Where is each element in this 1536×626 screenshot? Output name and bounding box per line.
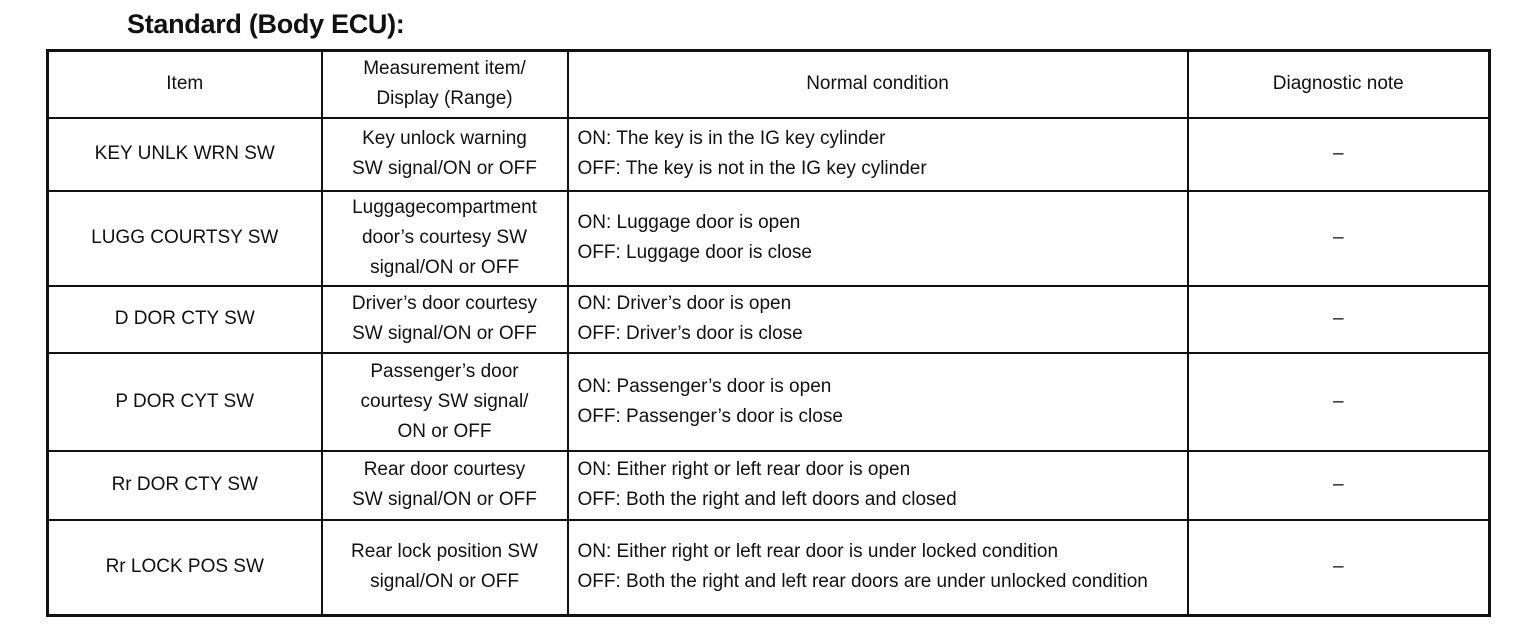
condition-off: OFF: Driver’s door is close xyxy=(577,323,803,344)
condition-off: OFF: Both the right and left doors and closed xyxy=(577,489,957,510)
measurement-line: SW signal/ON or OFF xyxy=(352,323,537,344)
cell-diagnostic-note: – xyxy=(1188,286,1490,353)
cell-measurement xyxy=(322,353,568,451)
table-row xyxy=(48,451,1490,520)
condition-on: ON: Driver’s door is open xyxy=(577,293,792,314)
condition-off: OFF: Luggage door is close xyxy=(577,242,812,263)
measurement-line: Driver’s door courtesy xyxy=(351,293,538,314)
measurement-line: SW signal/ON or OFF xyxy=(352,158,537,179)
header-measurement xyxy=(322,51,568,118)
header-measurement-line: Measurement item/ xyxy=(363,58,526,80)
header-normal-condition: Normal condition xyxy=(568,51,1188,118)
cell-item: P DOR CYT SW xyxy=(48,353,322,451)
cell-diagnostic-note: – xyxy=(1188,118,1490,191)
header-diagnostic-note: Diagnostic note xyxy=(1188,51,1490,118)
condition-on: ON: Passenger’s door is open xyxy=(577,375,832,397)
data-table xyxy=(46,49,1491,617)
cell-diagnostic-note: – xyxy=(1188,353,1490,451)
condition-off: OFF: Passenger’s door is close xyxy=(577,405,843,427)
measurement-line: courtesy SW signal/ xyxy=(360,390,529,412)
cell-normal-condition xyxy=(568,286,1188,353)
table-row xyxy=(48,118,1490,191)
table-row xyxy=(48,520,1490,616)
header-measurement-line: Display (Range) xyxy=(376,88,513,110)
measurement-line: door’s courtesy SW xyxy=(361,227,528,248)
table-header-row xyxy=(48,51,1490,118)
measurement-line: signal/ON or OFF xyxy=(370,257,519,278)
measurement-line: Key unlock warning xyxy=(362,128,527,149)
cell-measurement xyxy=(322,191,568,286)
measurement-line: Rear door courtesy xyxy=(363,459,526,480)
cell-normal-condition xyxy=(568,520,1188,616)
cell-measurement xyxy=(322,520,568,616)
cell-measurement xyxy=(322,451,568,520)
header-item: Item xyxy=(48,51,322,118)
cell-measurement xyxy=(322,286,568,353)
measurement-line: Luggagecompartment xyxy=(352,197,537,218)
measurement-line: Rear lock position SW xyxy=(351,541,538,563)
cell-diagnostic-note: – xyxy=(1188,451,1490,520)
measurement-line: signal/ON or OFF xyxy=(370,571,519,593)
cell-item: D DOR CTY SW xyxy=(48,286,322,353)
condition-on: ON: Either right or left rear door is under locked condition xyxy=(577,541,1059,563)
cell-item: KEY UNLK WRN SW xyxy=(48,118,322,191)
table-row xyxy=(48,191,1490,286)
cell-diagnostic-note: – xyxy=(1188,191,1490,286)
condition-on: ON: Either right or left rear door is open xyxy=(577,459,911,480)
cell-item: Rr DOR CTY SW xyxy=(48,451,322,520)
cell-normal-condition xyxy=(568,353,1188,451)
cell-diagnostic-note: – xyxy=(1188,520,1490,616)
cell-item: LUGG COURTSY SW xyxy=(48,191,322,286)
measurement-line: SW signal/ON or OFF xyxy=(352,489,537,510)
cell-normal-condition xyxy=(568,118,1188,191)
cell-normal-condition xyxy=(568,451,1188,520)
cell-measurement xyxy=(322,118,568,191)
measurement-line: ON or OFF xyxy=(397,420,492,442)
cell-normal-condition xyxy=(568,191,1188,286)
page-title: Standard (Body ECU): xyxy=(127,9,405,39)
condition-off: OFF: The key is not in the IG key cylinder xyxy=(577,158,927,179)
condition-off: OFF: Both the right and left rear doors are under unlocked condition xyxy=(577,571,1148,593)
table-row xyxy=(48,353,1490,451)
cell-item: Rr LOCK POS SW xyxy=(48,520,322,616)
measurement-line: Passenger’s door xyxy=(370,360,519,382)
condition-on: ON: Luggage door is open xyxy=(577,212,801,233)
condition-on: ON: The key is in the IG key cylinder xyxy=(577,128,886,149)
table-row xyxy=(48,286,1490,353)
